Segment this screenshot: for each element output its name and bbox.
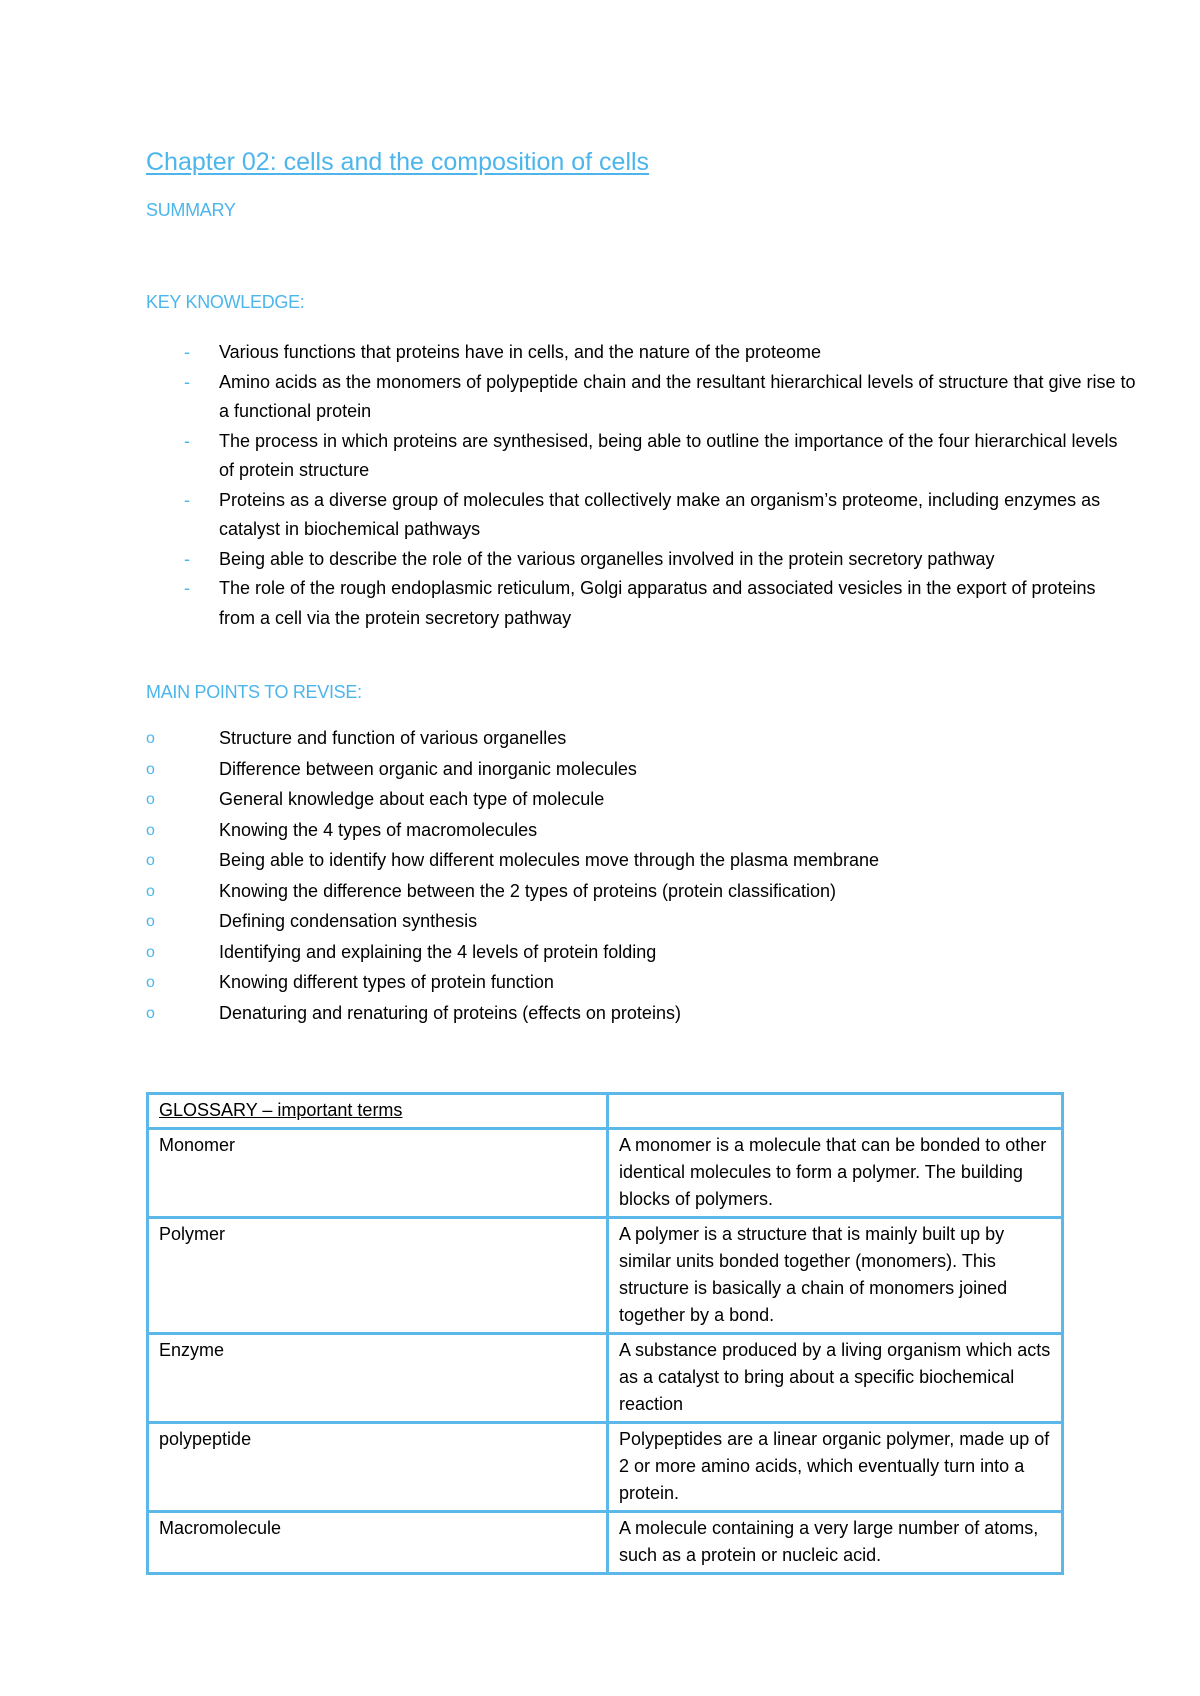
list-item-text: Knowing different types of protein function bbox=[219, 972, 554, 992]
glossary-term: Monomer bbox=[148, 1129, 608, 1218]
list-item bbox=[146, 723, 879, 754]
table-row bbox=[148, 1334, 1063, 1423]
glossary-definition: A monomer is a molecule that can be bonded to other identical molecules to form a polymer. The building blocks of polymers. bbox=[608, 1129, 1063, 1218]
list-item-text: Identifying and explaining the 4 levels of protein folding bbox=[219, 941, 657, 962]
list-item-text: The process in which proteins are synthesised, being able to outline the importance of the four hierarchical levels of protein structure bbox=[219, 430, 1118, 480]
list-item bbox=[146, 998, 879, 1029]
list-item bbox=[146, 937, 879, 968]
list-item-text: Being able to identify how different molecules move through the plasma membrane bbox=[219, 850, 880, 870]
summary-heading: SUMMARY bbox=[146, 200, 236, 220]
circle-bullet: o bbox=[146, 791, 155, 808]
circle-bullet: o bbox=[146, 760, 155, 778]
dash-bullet: - bbox=[184, 548, 190, 569]
list-item bbox=[146, 754, 879, 785]
glossary-term: Enzyme bbox=[148, 1334, 608, 1423]
list-item-text: Amino acids as the monomers of polypeptide chain and the resultant hierarchical levels of structure that give rise to a functional protein bbox=[219, 371, 1136, 421]
list-item bbox=[146, 368, 1136, 427]
list-item bbox=[146, 815, 879, 846]
glossary-header-cell bbox=[148, 1094, 608, 1129]
circle-bullet: o bbox=[146, 943, 155, 961]
list-item bbox=[146, 545, 1136, 575]
dash-bullet: - bbox=[184, 489, 190, 510]
list-item-text: Being able to describe the role of the various organelles involved in the protein secretory pathway bbox=[219, 548, 995, 569]
list-item bbox=[146, 906, 879, 937]
table-row bbox=[148, 1423, 1063, 1512]
list-item bbox=[146, 876, 879, 907]
circle-bullet: o bbox=[146, 882, 155, 900]
list-item-text: General knowledge about each type of molecule bbox=[219, 789, 605, 809]
glossary-term: Polymer bbox=[148, 1218, 608, 1334]
circle-bullet: o bbox=[146, 821, 155, 839]
circle-bullet: o bbox=[146, 852, 155, 869]
list-item-text: Proteins as a diverse group of molecules that collectively make an organism’s proteome, including enzymes as catalyst in biochemical pathways bbox=[219, 489, 1101, 539]
list-item bbox=[146, 784, 879, 815]
dash-bullet: - bbox=[184, 430, 190, 451]
list-item bbox=[146, 338, 1136, 368]
circle-bullet: o bbox=[146, 730, 155, 747]
circle-bullet: o bbox=[146, 1004, 155, 1022]
table-row bbox=[148, 1129, 1063, 1218]
glossary-table bbox=[146, 1092, 1064, 1575]
glossary-definition: A polymer is a structure that is mainly built up by similar units bonded together (monomers). This structure is basically a chain of monomers joined together by a bond. bbox=[608, 1218, 1063, 1334]
dash-bullet: - bbox=[184, 342, 190, 362]
main-points-heading: MAIN POINTS TO REVISE: bbox=[146, 682, 362, 702]
table-row bbox=[148, 1512, 1063, 1574]
glossary-header: GLOSSARY – important terms bbox=[159, 1100, 403, 1120]
list-item bbox=[146, 486, 1136, 545]
list-item-text: The role of the rough endoplasmic reticulum, Golgi apparatus and associated vesicles in the export of proteins from a cell via the protein secretory pathway bbox=[219, 578, 1096, 628]
glossary-term: Macromolecule bbox=[148, 1512, 608, 1574]
chapter-title: Chapter 02: cells and the composition of cells bbox=[146, 148, 650, 176]
list-item-text: Knowing the 4 types of macromolecules bbox=[219, 819, 538, 840]
key-knowledge-heading: KEY KNOWLEDGE: bbox=[146, 292, 305, 312]
glossary-term: polypeptide bbox=[148, 1423, 608, 1512]
circle-bullet: o bbox=[146, 913, 155, 930]
table-header-row bbox=[148, 1094, 1063, 1129]
list-item-text: Structure and function of various organelles bbox=[219, 728, 567, 748]
dash-bullet: - bbox=[184, 371, 190, 392]
list-item-text: Defining condensation synthesis bbox=[219, 911, 478, 931]
circle-bullet: o bbox=[146, 974, 155, 991]
table-row bbox=[148, 1218, 1063, 1334]
list-item-text: Difference between organic and inorganic molecules bbox=[219, 758, 637, 779]
glossary-definition: Polypeptides are a linear organic polymer, made up of 2 or more amino acids, which eventually turn into a protein. bbox=[608, 1423, 1063, 1512]
list-item bbox=[146, 845, 879, 876]
list-item-text: Denaturing and renaturing of proteins (effects on proteins) bbox=[219, 1002, 681, 1023]
key-knowledge-list bbox=[146, 338, 1136, 633]
list-item bbox=[146, 574, 1136, 633]
glossary-definition: A molecule containing a very large number of atoms, such as a protein or nucleic acid. bbox=[608, 1512, 1063, 1574]
main-points-list bbox=[146, 723, 879, 1028]
dash-bullet: - bbox=[184, 578, 190, 598]
list-item bbox=[146, 967, 879, 998]
list-item bbox=[146, 427, 1136, 486]
glossary-definition: A substance produced by a living organism which acts as a catalyst to bring about a specific biochemical reaction bbox=[608, 1334, 1063, 1423]
list-item-text: Various functions that proteins have in cells, and the nature of the proteome bbox=[219, 342, 822, 362]
glossary-header-empty-cell bbox=[608, 1094, 1063, 1129]
list-item-text: Knowing the difference between the 2 types of proteins (protein classification) bbox=[219, 880, 837, 901]
